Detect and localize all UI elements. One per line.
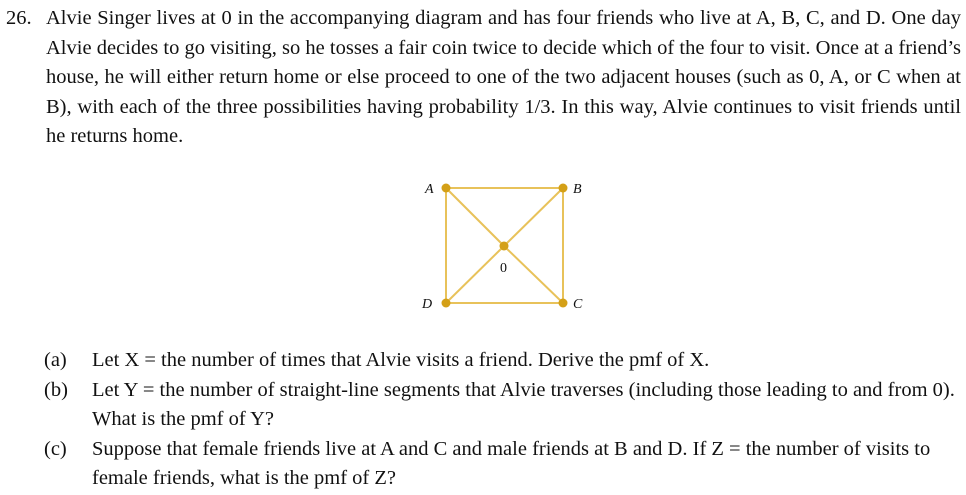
part-a-text: Let X = the number of times that Alvie visits a friend. Derive the pmf of X.: [92, 349, 710, 371]
edge-b-center: [504, 188, 563, 246]
part-b-text: Let Y = the number of straight-line segments that Alvie traverses (including those leading to and from 0). What is the pmf of Y?: [92, 378, 955, 430]
node-d: [442, 299, 451, 308]
label-a: A: [425, 182, 434, 197]
node-a: [442, 184, 451, 193]
problem-parts: [44, 346, 962, 494]
part-a: [44, 346, 962, 376]
part-c: [44, 435, 962, 494]
part-b: [44, 376, 962, 435]
edge-d-center: [446, 246, 504, 303]
label-b: B: [573, 182, 582, 197]
node-b: [559, 184, 568, 193]
edge-c-center: [504, 246, 563, 303]
label-d: D: [422, 297, 433, 312]
part-a-label: (a): [44, 349, 67, 371]
problem-number: 26.: [6, 7, 32, 29]
problem-stem: Alvie Singer lives at 0 in the accompanying diagram and has four friends who live at A, B, C, and D. One day Alvie decides to go visiting, so he tosses a fair coin twice to decide which of the four to visit. Once at a friend’s house, he will either return home or else proceed to one of the two adjacent houses (such as 0, A, or C when at B), with each of the three possibilities having probability 1/3. In this way, Alvie continues to visit friends until he returns home.: [46, 7, 961, 147]
node-center: [500, 242, 509, 251]
diagram-svg: [405, 172, 605, 322]
friends-diagram: [405, 172, 605, 322]
node-c: [559, 299, 568, 308]
part-c-label: (c): [44, 437, 67, 460]
label-c: C: [573, 297, 583, 312]
part-b-label: (b): [44, 378, 68, 401]
label-center: 0: [500, 261, 507, 276]
edge-a-center: [446, 188, 504, 246]
problem-26: [6, 4, 961, 152]
part-c-text: Suppose that female friends live at A and C and male friends at B and D. If Z = the number of visits to female friends, what is the pmf of Z?: [92, 437, 931, 489]
